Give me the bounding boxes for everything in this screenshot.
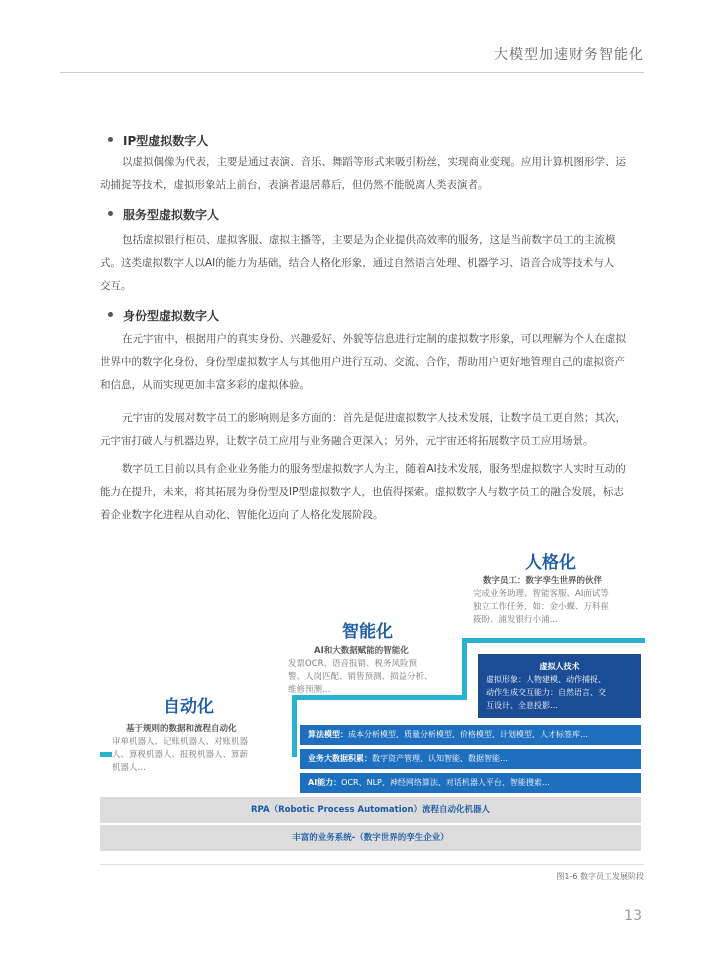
bullet-icon xyxy=(108,312,113,317)
desc-line: 审单机器人、记账机器人、对账机器 xyxy=(112,737,249,747)
caption-rule xyxy=(100,864,644,865)
section-text-identity xyxy=(100,328,626,397)
section-heading-ip xyxy=(108,132,208,149)
paragraph-digital-employee xyxy=(100,458,626,527)
desc-line: 警、人岗匹配、销售预测、损益分析、 xyxy=(288,672,433,682)
stair-line-top xyxy=(462,638,645,643)
level-subtitle-intelligent: AI和大数据赋能的智能化 xyxy=(314,646,409,656)
vr-line: 动作生成交互能力：自然语言、交 xyxy=(486,688,606,697)
section-heading-service xyxy=(108,206,219,223)
desc-line: 筱盼、浦发银行小浦… xyxy=(473,615,559,625)
header-title: 大模型加速财务智能化 xyxy=(494,47,644,63)
desc-line: 维修预测… xyxy=(288,685,331,695)
bar-ai-capability xyxy=(300,773,641,793)
stair-line-riser-top xyxy=(462,638,467,700)
vr-line: 互设计、全息投影… xyxy=(486,701,558,710)
text-line: 式。这类虚拟数字人以AI的能力为基础，结合人格化形象，通过自然语言处理、机器学习、语音合成等技术与人 xyxy=(100,257,615,269)
bar-text: 数字资产管理、认知智能、数据智能… xyxy=(372,754,508,763)
desc-line: 人、算税机器人、报税机器人、算薪 xyxy=(112,750,249,760)
bar-business-data xyxy=(300,749,641,769)
level-title-intelligent: 智能化 xyxy=(342,622,393,642)
section-text-service xyxy=(100,229,616,298)
paragraph-metaverse xyxy=(100,407,626,453)
level-desc-automation xyxy=(112,736,292,775)
level-desc-personification xyxy=(473,588,609,627)
level-subtitle-personification: 数字员工：数字孪生世界的伙伴 xyxy=(483,576,603,586)
level-title-automation: 自动化 xyxy=(163,697,214,717)
heading-text: IP型虚拟数字人 xyxy=(123,134,209,148)
text-line: 着企业数字化进程从自动化、智能化迈向了人格化发展阶段。 xyxy=(100,509,384,521)
text-line: 包括虚拟银行柜员、虚拟客服、虚拟主播等，主要是为企业提供高效率的服务，这是当前数字员工的主流模 xyxy=(122,234,616,246)
text-line: 元宇宙打破人与机器边界，让数字员工应用与业务融合更深入；另外，元宇宙还将拓展数字员工应用场景。 xyxy=(100,435,594,447)
text-line: 交互。 xyxy=(100,280,132,292)
level-subtitle-automation: 基于规则的数据和流程自动化 xyxy=(126,724,237,734)
bar-text: 成本分析模型、质量分析模型、价格模型、计划模型、人才标签库… xyxy=(348,730,588,739)
development-stages-diagram xyxy=(100,540,645,860)
bar-text: OCR、NLP、神经网络算法、对话机器人平台、智能搜索… xyxy=(341,778,550,787)
text-line: 数字员工目前以具有企业业务能力的服务型虚拟数字人为主，随着AI技术发展，服务型虚拟数字人实时互动的 xyxy=(122,463,626,475)
figure-caption: 图1-6 数字员工发展阶段 xyxy=(556,872,644,881)
desc-line: 机器人… xyxy=(112,763,147,773)
desc-line: 发票OCR、语音报销、税务风险预 xyxy=(288,659,418,669)
section-text-ip xyxy=(100,151,626,197)
text-line: 世界中的数字化身份，身份型虚拟数字人与其他用户进行互动、交流、合作，帮助用户更好地管理自己的虚拟资产 xyxy=(100,356,625,368)
header-rule xyxy=(60,72,644,73)
desc-line: 完成业务助理、智能客服、AI面试等 xyxy=(473,589,609,599)
text-line: 元宇宙的发展对数字员工的影响则是多方面的：首先是促进虚拟数字人技术发展，让数字员工更自然；其次， xyxy=(122,412,626,424)
base-bar-rpa: RPA（Robotic Process Automation）流程自动化机器人 xyxy=(100,797,641,823)
vr-line: 虚拟形象：人物建模、动作捕捉、 xyxy=(486,675,606,684)
bar-label: 业务大数据积累： xyxy=(308,754,372,763)
section-heading-identity xyxy=(108,307,219,324)
bullet-icon xyxy=(108,211,113,216)
bar-algorithm-model xyxy=(300,725,641,745)
page-number: 13 xyxy=(624,908,642,924)
stair-line-riser-mid xyxy=(292,695,297,757)
bar-label: 算法模型： xyxy=(308,730,348,739)
text-line: 能力在提升，未来，将其拓展为身份型及IP型虚拟数字人，也值得探索。虚拟数字人与数字员工的融合发展，标志 xyxy=(100,486,624,498)
text-line: 和信息，从而实现更加丰富多彩的虚拟体验。 xyxy=(100,379,310,391)
level-title-personification: 人格化 xyxy=(525,553,576,573)
base-bar-business-systems: 丰富的业务系统-（数字世界的孪生企业） xyxy=(100,825,641,851)
text-line: 在元宇宙中，根据用户的真实身份、兴趣爱好、外貌等信息进行定制的虚拟数字形象，可以理解为个人在虚拟 xyxy=(122,333,626,345)
bullet-icon xyxy=(108,137,113,142)
vr-title: 虚拟人技术 xyxy=(539,662,580,671)
heading-text: 服务型虚拟数字人 xyxy=(123,208,220,222)
heading-text: 身份型虚拟数字人 xyxy=(123,309,220,323)
desc-line: 独立工作任务，如：金小蝶、万科崔 xyxy=(473,602,610,612)
virtual-human-tech-box xyxy=(478,654,641,718)
bar-label: AI能力： xyxy=(308,778,342,787)
text-line: 动捕捉等技术，虚拟形象站上前台，表演者退居幕后，但仍然不能脱离人类表演者。 xyxy=(100,179,489,191)
level-desc-intelligent xyxy=(288,658,433,697)
text-line: 以虚拟偶像为代表，主要是通过表演、音乐、舞蹈等形式来吸引粉丝，实现商业变现。应用计算机图形学、运 xyxy=(122,156,626,168)
